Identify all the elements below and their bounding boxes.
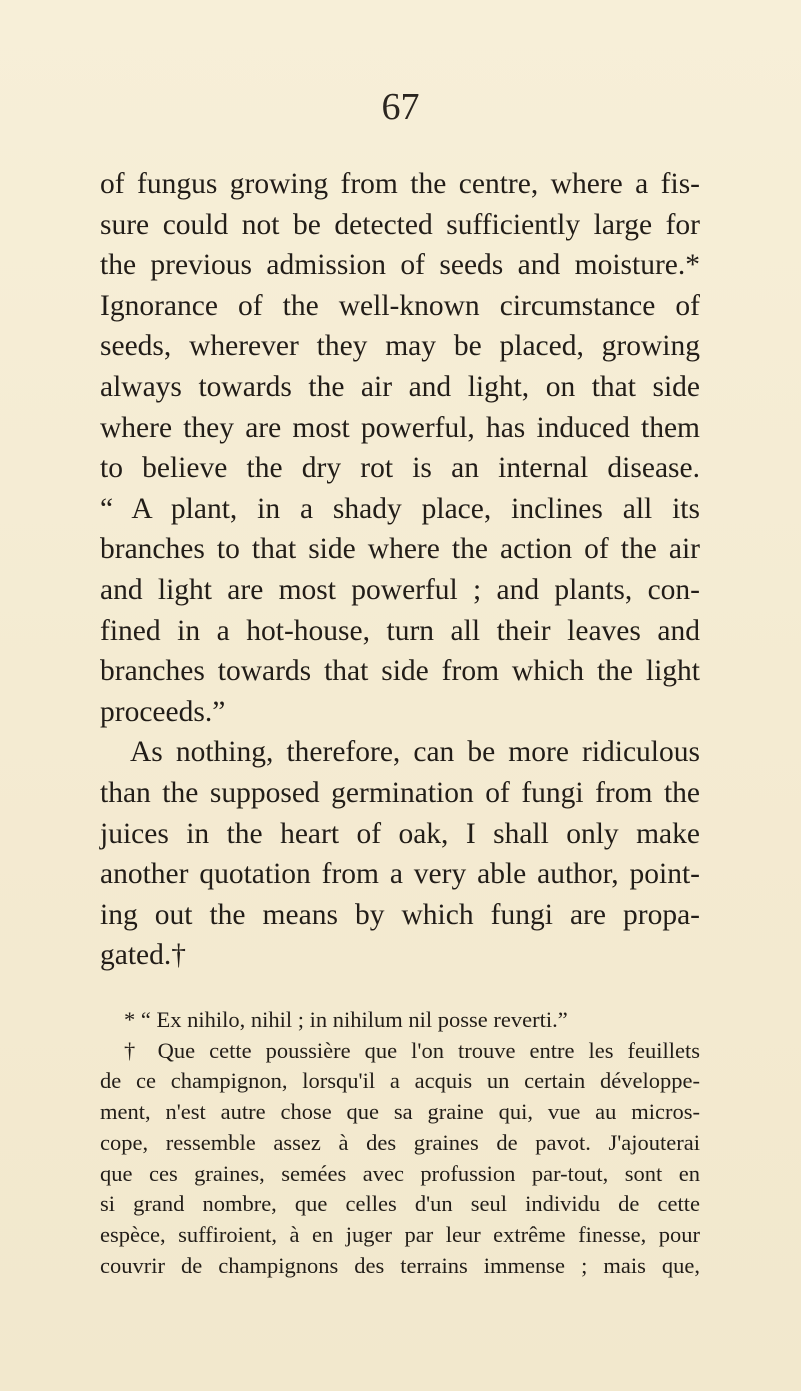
text-line-12: fined in a hot-house, turn all their leaves and xyxy=(100,614,700,647)
text-line-13: branches towards that side from which the light xyxy=(100,655,700,688)
text-line-16: than the supposed germination of fungi from the xyxy=(100,776,700,809)
main-text xyxy=(100,164,700,976)
page-number: 67 xyxy=(381,86,420,128)
footnote-line-1: * “ Ex nihilo, nihil ; in nihilum nil posse reverti.” xyxy=(124,1007,568,1032)
footnote-line-8: espèce, suffiroient, à en juger par leur extrême finesse, pour xyxy=(100,1221,700,1247)
text-line-18: another quotation from a very able author, point- xyxy=(100,858,700,891)
text-line-4: Ignorance of the well-known circumstance of xyxy=(100,289,700,322)
text-line-11: and light are most powerful ; and plants, con- xyxy=(100,573,700,606)
text-line-6: always towards the air and light, on that side xyxy=(100,370,700,403)
text-line-17: juices in the heart of oak, I shall only make xyxy=(100,817,700,850)
footnote-line-5: cope, ressemble assez à des graines de pavot. J'ajouterai xyxy=(100,1129,700,1155)
text-line-15: As nothing, therefore, can be more ridiculous xyxy=(130,736,700,769)
footnotes xyxy=(100,1005,700,1281)
text-line-8: to believe the dry rot is an internal disease. xyxy=(100,452,700,485)
text-line-5: seeds, wherever they may be placed, growing xyxy=(100,330,700,363)
text-line-10: branches to that side where the action of the air xyxy=(100,533,700,566)
footnote-line-9: couvrir de champignons des terrains immense ; mais que, xyxy=(100,1252,700,1278)
text-line-3: the previous admission of seeds and moisture.* xyxy=(100,249,700,282)
footnote-line-4: ment, n'est autre chose que sa graine qui, vue au micros- xyxy=(100,1099,700,1125)
footnote-line-6: que ces graines, semées avec profussion par-tout, sont en xyxy=(100,1160,700,1186)
text-line-20: gated.† xyxy=(100,939,187,972)
text-line-14: proceeds.” xyxy=(100,695,226,728)
text-line-2: sure could not be detected sufficiently large for xyxy=(100,208,700,241)
footnote-line-2: † Que cette poussière que l'on trouve entre les feuillets xyxy=(124,1037,700,1063)
text-line-9: “ A plant, in a shady place, inclines all its xyxy=(100,492,700,525)
text-line-19: ing out the means by which fungi are propa- xyxy=(100,898,700,931)
text-line-1: of fungus growing from the centre, where a fis- xyxy=(100,168,700,200)
footnote-line-3: de ce champignon, lorsqu'il a acquis un certain développe- xyxy=(100,1068,700,1094)
text-line-7: where they are most powerful, has induced them xyxy=(100,411,700,444)
footnote-line-7: si grand nombre, que celles d'un seul individu de cette xyxy=(100,1191,700,1217)
